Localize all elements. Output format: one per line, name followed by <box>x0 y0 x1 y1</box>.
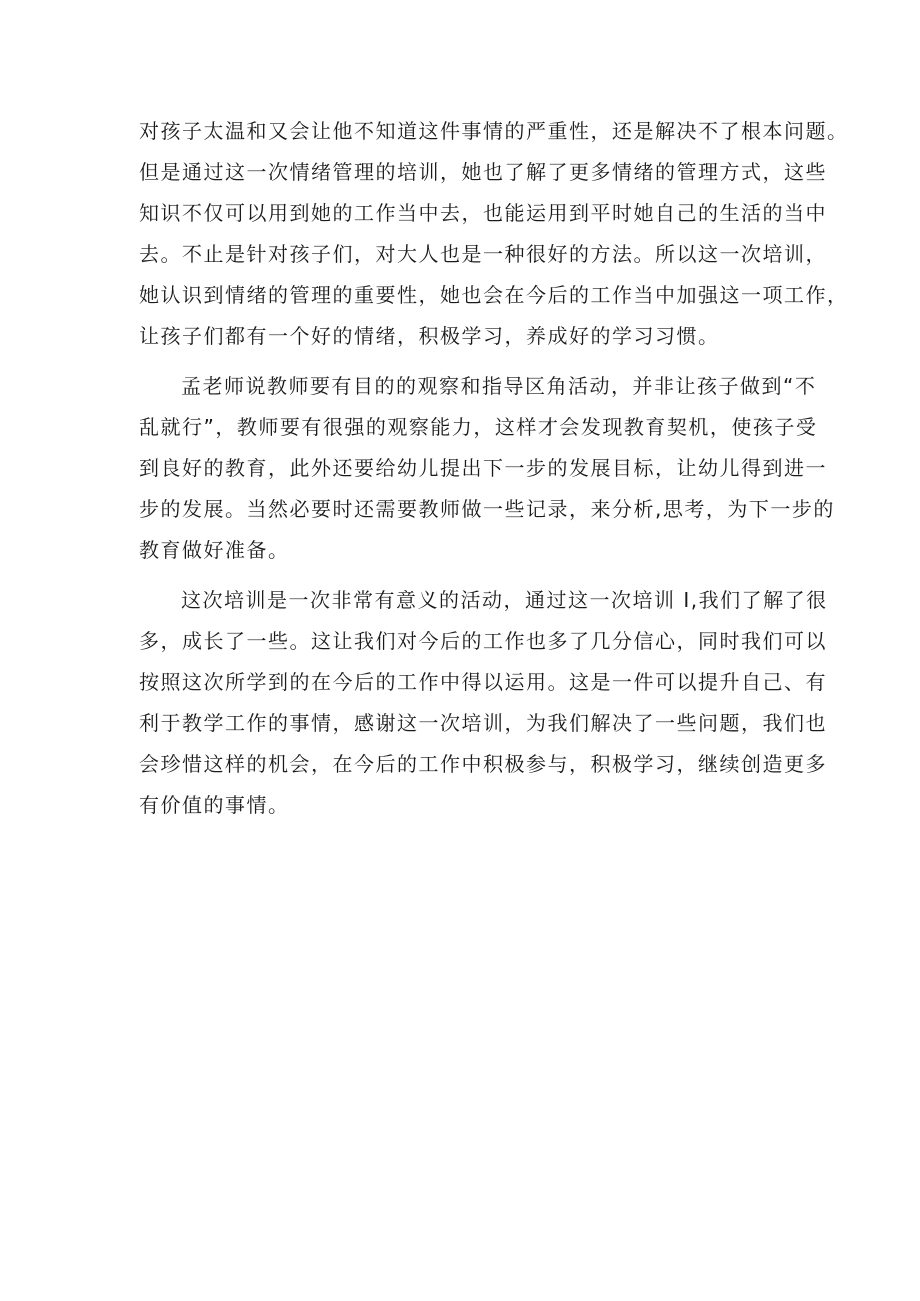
text-line: 按照这次所学到的在今后的工作中得以运用。这是一件可以提升自己、有 <box>139 670 827 694</box>
text-line: 利于教学工作的事情，感谢这一次培训，为我们解决了一些问题，我们也 <box>139 711 827 735</box>
text-line: 会珍惜这样的机会，在今后的工作中积极参与，积极学习，继续创造更多 <box>139 752 827 776</box>
paragraph-spacer <box>139 357 789 366</box>
text-line: 乱就行”，教师要有很强的观察能力，这样才会发现教育契机，使孩子受 <box>139 415 818 439</box>
text-line: 有价值的事情。 <box>139 793 290 817</box>
text-line: 到良好的教育，此外还要给幼儿提出下一步的发展目标，让幼儿得到进一 <box>139 456 827 480</box>
text-line: 她认识到情绪的管理的重要性，她也会在今后的工作当中加强这一项工作， <box>139 283 849 307</box>
text-line: 去。不止是针对孩子们，对大人也是一种很好的方法。所以这一次培训， <box>139 242 827 266</box>
text-line: 这次培训是一次非常有意义的活动，通过这一次培训 I,我们了解了很 <box>181 588 828 612</box>
text-line: 知识不仅可以用到她的工作当中去，也能运用到平时她自己的生活的当中 <box>139 201 827 225</box>
text-line: 对孩子太温和又会让他不知道这件事情的严重性，还是解决不了根本问题。 <box>139 119 849 143</box>
document-body <box>139 111 849 826</box>
text-line: 让孩子们都有一个好的情绪，积极学习，养成好的学习习惯。 <box>139 324 720 348</box>
text-line: 但是通过这一次情绪管理的培训，她也了解了更多情绪的管理方式，这些 <box>139 160 827 184</box>
text-line: 孟老师说教师要有目的的观察和指导区角活动，并非让孩子做到“不 <box>181 374 817 398</box>
paragraph-3 <box>139 580 828 826</box>
paragraph-spacer <box>139 571 789 580</box>
text-line: 多，成长了一些。这让我们对今后的工作也多了几分信心，同时我们可以 <box>139 629 827 653</box>
paragraph-1 <box>139 111 849 357</box>
paragraph-2 <box>139 366 835 571</box>
text-line: 教育做好准备。 <box>139 538 290 562</box>
text-line: 步的发展。当然必要时还需要教师做一些记录，来分析,思考，为下一步的 <box>139 497 835 521</box>
